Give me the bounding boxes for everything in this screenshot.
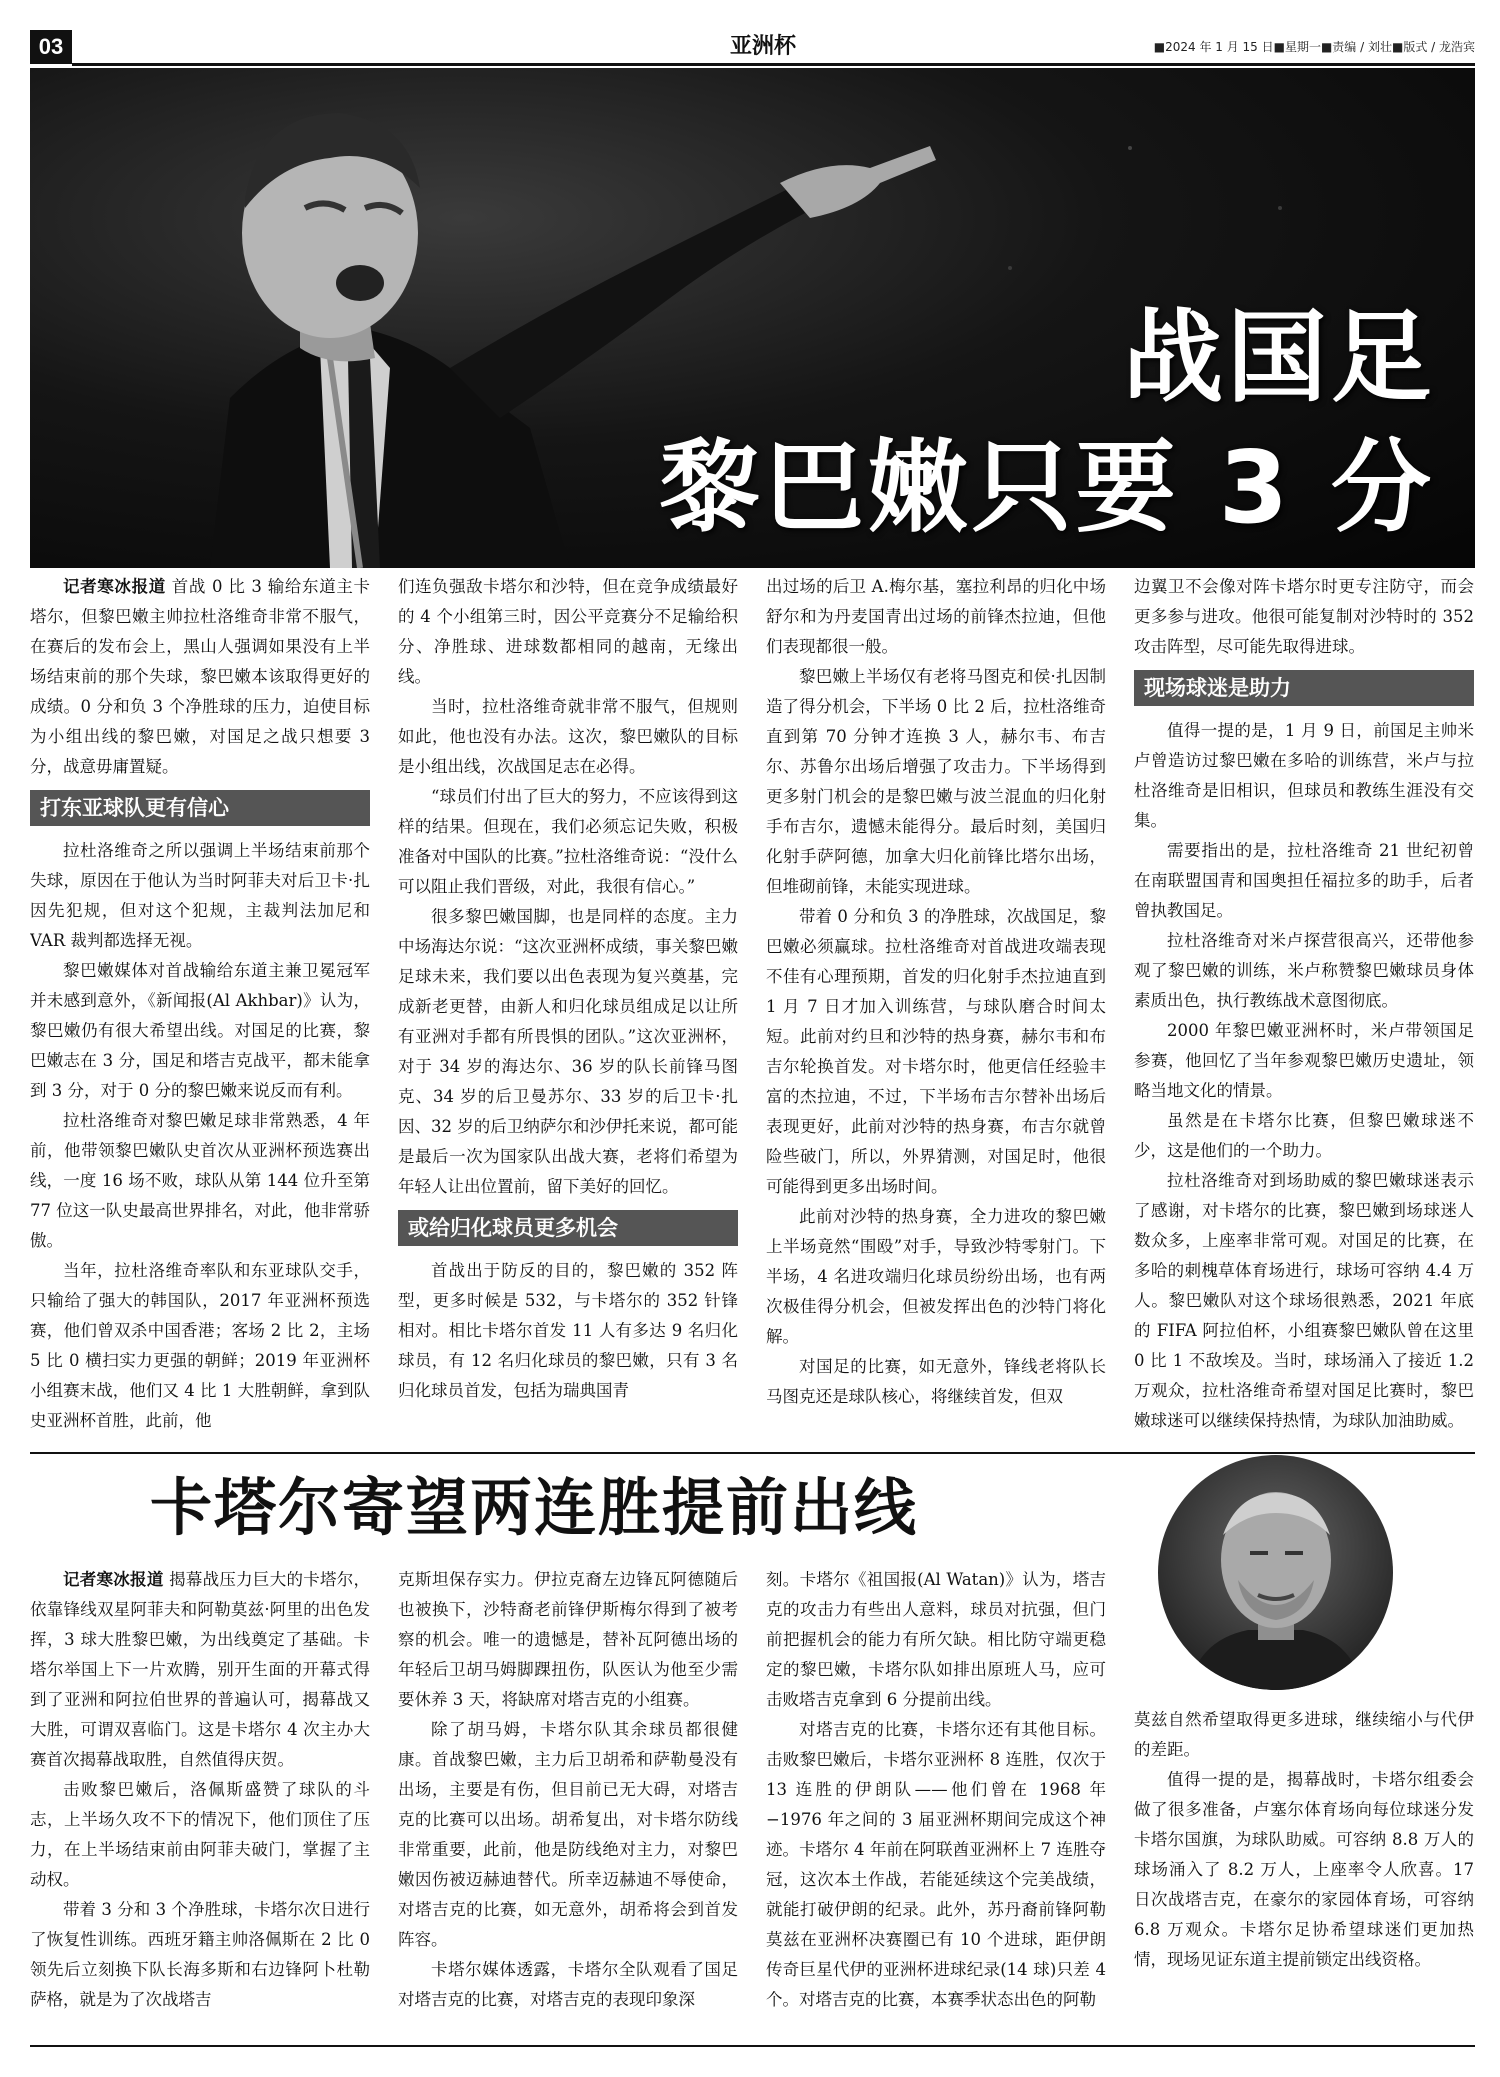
paragraph: 拉杜洛维奇对米卢探营很高兴，还带他参观了黎巴嫩的训练，米卢称赞黎巴嫩球员身体素质出色，执行教练战术意图彻底。 (1134, 931, 1474, 1010)
paragraph: 当时，拉杜洛维奇就非常不服气，但规则如此，他也没有办法。这次，黎巴嫩队的目标是小组出线，次战国足志在必得。 (398, 697, 738, 776)
paragraph: 击败黎巴嫩后，洛佩斯盛赞了球队的斗志，上半场久攻不下的情况下，他们顶住了压力，在上半场结束前由阿菲夫破门，掌握了主动权。 (30, 1780, 370, 1889)
paragraph: 卡塔尔媒体透露，卡塔尔全队观看了国足对塔吉克的比赛，对塔吉克的表现印象深 (398, 1960, 738, 2009)
paragraph-text: 首战 0 比 3 输给东道主卡塔尔，但黎巴嫩主帅拉杜洛维奇非常不服气，在赛后的发布会上，黑山人强调如果没有上半场结束前的那个失球，黎巴嫩本该取得更好的成绩。0 分和负 3 个净胜球的压力，迫使目标为小组出线的黎巴嫩，对国足之战只想要 3 分，战意毋庸置疑。 (30, 577, 370, 776)
page-number: 03 (30, 30, 72, 64)
article-2-body (30, 1565, 1475, 2035)
paragraph: 虽然是在卡塔尔比赛，但黎巴嫩球迷不少，这是他们的一个助力。 (1134, 1111, 1474, 1160)
page-bottom-rule (30, 2045, 1475, 2047)
article-2-column-3 (766, 1565, 1106, 2035)
paragraph-text: 揭幕战压力巨大的卡塔尔，依靠锋线双星阿菲夫和阿勒莫兹·阿里的出色发挥，3 球大胜黎巴嫩，为出线奠定了基础。卡塔尔举国上下一片欢腾，别开生面的开幕式得到了亚洲和阿拉伯世界的普遍认可，揭幕战又大胜，可谓双喜临门。这是卡塔尔 4 次主办大赛首次揭幕战取胜，自然值得庆贺。 (30, 1570, 370, 1769)
paragraph: 拉杜洛维奇对到场助威的黎巴嫩球迷表示了感谢，对卡塔尔的比赛，黎巴嫩到场球迷人数众多，上座率非常可观。对国足的比赛，在多哈的刺槐草体育场进行，球场可容纳 4.4 万人。黎巴嫩队对这个球场很熟悉，2021 年底的 FIFA 阿拉伯杯，小组赛黎巴嫩队曾在这里 0 比 1 不敌埃及。当时，球场涌入了接近 1.2 万观众，拉杜洛维奇希望对国足比赛时，黎巴嫩球迷可以继续保持热情，为球队加油助威。 (1134, 1171, 1474, 1430)
paragraph: 黎巴嫩上半场仅有老将马图克和侯·扎因制造了得分机会，下半场 0 比 2 后，拉杜洛维奇直到第 70 分钟才连换 3 人，赫尔韦、布吉尔、苏鲁尔出场后增强了攻击力。下半场得到更多射门机会的是黎巴嫩与波兰混血的归化射手布吉尔，遗憾未能得分。最后时刻，美国归化射手萨阿德，加拿大归化前锋比塔尔出场，但堆砌前锋，未能实现进球。 (766, 667, 1106, 896)
article-2-column-1 (30, 1565, 370, 2035)
byline: 记者寒冰报道 (63, 577, 166, 596)
paragraph: 需要指出的是，拉杜洛维奇 21 世纪初曾在南联盟国青和国奥担任福拉多的助手，后者曾执教国足。 (1134, 841, 1474, 920)
article-2-column-2 (398, 1565, 738, 2035)
headline-line-1: 战国足 (1123, 299, 1435, 416)
paragraph (30, 1565, 370, 1775)
paragraph: 值得一提的是，揭幕战时，卡塔尔组委会做了很多准备，卢塞尔体育场向每位球迷分发卡塔尔国旗，为球队助威。可容纳 8.8 万人的球场涌入了 8.2 万人，上座率令人欣喜。17 日次战塔吉克，在豪尔的家园体育场，可容纳 6.8 万观众。卡塔尔足协希望球迷们更加热情，现场见证东道主提前锁定出线资格。 (1134, 1770, 1474, 1969)
article-1-column-4 (1134, 572, 1474, 1447)
paragraph: 首战出于防反的目的，黎巴嫩的 352 阵型，更多时候是 532，与卡塔尔的 352 针锋相对。相比卡塔尔首发 11 人有多达 9 名归化球员，有 12 名归化球员的黎巴嫩，只有 3 名归化球员首发，包括为瑞典国青 (398, 1261, 738, 1400)
paragraph: 很多黎巴嫩国脚，也是同样的态度。主力中场海达尔说：“这次亚洲杯成绩，事关黎巴嫩足球未来，我们要以出色表现为复兴奠基，完成新老更替，由新人和归化球员组成足以让所有亚洲对手都有所畏惧的团队。”这次亚洲杯，对于 34 岁的海达尔、36 岁的队长前锋马图克、34 岁的后卫曼苏尔、33 岁的后卫卡·扎因、32 岁的后卫纳萨尔和沙伊托来说，都可能是最后一次为国家队出战大赛，老将们希望为年轻人让出位置前，留下美好的回忆。 (398, 907, 738, 1196)
paragraph: 们连负强敌卡塔尔和沙特，但在竞争成绩最好的 4 个小组第三时，因公平竞赛分不足输给积分、净胜球、进球数都相同的越南，无缘出线。 (398, 577, 738, 686)
paragraph: 边翼卫不会像对阵卡塔尔时更专注防守，而会更多参与进攻。他很可能复制对沙特时的 352 攻击阵型，尽可能先取得进球。 (1134, 577, 1474, 656)
header-rule (72, 63, 1475, 66)
section-title: 亚洲杯 (730, 34, 797, 59)
paragraph: 拉杜洛维奇对黎巴嫩足球非常熟悉，4 年前，他带领黎巴嫩队史首次从亚洲杯预选赛出线，一度 16 场不败，球队从第 144 位升至第 77 位这一队史最高世界排名，对此，他非常骄傲。 (30, 1111, 370, 1250)
paragraph: 拉杜洛维奇之所以强调上半场结束前那个失球，原因在于他认为当时阿菲夫对后卫卡·扎因先犯规，但对这个犯规，主裁判法加尼和 VAR 裁判都选择无视。 (30, 841, 370, 950)
paragraph: 对国足的比赛，如无意外，锋线老将队长马图克还是球队核心，将继续首发，但双 (766, 1357, 1106, 1406)
paragraph: 值得一提的是，1 月 9 日，前国足主帅米卢曾造访过黎巴嫩在多哈的训练营，米卢与拉杜洛维奇是旧相识，但球员和教练生涯没有交集。 (1134, 721, 1474, 830)
headline-line-2: 黎巴嫩只要 3 分 (659, 429, 1435, 546)
subheading: 现场球迷是助力 (1134, 670, 1474, 706)
subheading: 打东亚球队更有信心 (30, 790, 370, 826)
byline: 记者寒冰报道 (63, 1570, 164, 1589)
article-1-body (30, 572, 1475, 1447)
article-2-column-4 (1134, 1565, 1474, 2035)
paragraph: 对塔吉克的比赛，卡塔尔还有其他目标。击败黎巴嫩后，卡塔尔亚洲杯 8 连胜，仅次于 13 连胜的伊朗队——他们曾在 1968 年−1976 年之间的 3 届亚洲杯期间完成这个神迹。卡塔尔 4 年前在阿联酋亚洲杯上 7 连胜夺冠，这次本土作战，若能延续这个完美战绩，就能打破伊朗的纪录。此外，苏丹裔前锋阿勒莫兹在亚洲杯决赛圈已有 10 个进球，距伊朗传奇巨星代伊的亚洲杯进球纪录(14 球)只差 4 个。对塔吉克的比赛，本赛季状态出色的阿勒 (766, 1720, 1106, 2009)
paragraph: 当年，拉杜洛维奇率队和东亚球队交手，只输给了强大的韩国队，2017 年亚洲杯预选赛，他们曾双杀中国香港；客场 2 比 2，主场 5 比 0 横扫实力更强的朝鲜；2019 年亚洲杯小组赛末战，他们又 4 比 1 大胜朝鲜，拿到队史亚洲杯首胜，此前，他 (30, 1261, 370, 1430)
issue-meta: ■2024 年 1 月 15 日■星期一■责编 / 刘壮■版式 / 龙浩宾 (1153, 40, 1475, 54)
paragraph: 带着 0 分和负 3 的净胜球，次战国足，黎巴嫩必须赢球。拉杜洛维奇对首战进攻端表现不佳有心理预期，首发的归化射手杰拉迪直到 1 月 7 日才加入训练营，与球队磨合时间太短。此前对约旦和沙特的热身赛，赫尔韦和布吉尔轮换首发。对卡塔尔时，他更信任经验丰富的杰拉迪，不过，下半场布吉尔替补出场后表现更好，此前对沙特的热身赛，布吉尔就曾险些破门，所以，外界猜测，对国足时，他很可能得到更多出场时间。 (766, 907, 1106, 1196)
subheading: 或给归化球员更多机会 (398, 1210, 738, 1246)
article-1-column-2 (398, 572, 738, 1447)
hero-photo (30, 68, 1475, 568)
article-1-column-1 (30, 572, 370, 1447)
article-1-column-3 (766, 572, 1106, 1447)
paragraph: 黎巴嫩媒体对首战输给东道主兼卫冕冠军并未感到意外，《新闻报(Al Akhbar)》认为，黎巴嫩仍有很大希望出线。对国足的比赛，黎巴嫩志在 3 分，国足和塔吉克战平，都未能拿到 3 分，对于 0 分的黎巴嫩来说反而有利。 (30, 961, 370, 1100)
paragraph: 带着 3 分和 3 个净胜球，卡塔尔次日进行了恢复性训练。西班牙籍主帅洛佩斯在 2 比 0 领先后立刻换下队长海多斯和右边锋阿卜杜勒萨格，就是为了次战塔吉 (30, 1900, 370, 2009)
paragraph: 此前对沙特的热身赛，全力进攻的黎巴嫩上半场竟然“围殴”对手，导致沙特零射门。下半场，4 名进攻端归化球员纷纷出场，也有两次极佳得分机会，但被发挥出色的沙特门将化解。 (766, 1207, 1106, 1346)
paragraph: 出过场的后卫 A.梅尔基，塞拉利昂的归化中场舒尔和为丹麦国青出过场的前锋杰拉迪，但他们表现都很一般。 (766, 577, 1106, 656)
article-2-headline: 卡塔尔寄望两连胜提前出线 (150, 1471, 919, 1544)
paragraph: “球员们付出了巨大的努力，不应该得到这样的结果。但现在，我们必须忘记失败，积极准备对中国队的比赛。”拉杜洛维奇说：“没什么可以阻止我们晋级，对此，我很有信心。” (398, 787, 738, 896)
paragraph: 刻。卡塔尔《祖国报(Al Watan)》认为，塔吉克的攻击力有些出人意料，球员对抗强，但门前把握机会的能力有所欠缺。相比防守端更稳定的黎巴嫩，卡塔尔队如排出原班人马，应可击败塔吉克拿到 6 分提前出线。 (766, 1570, 1106, 1709)
paragraph: 克斯坦保存实力。伊拉克裔左边锋瓦阿德随后也被换下，沙特裔老前锋伊斯梅尔得到了被考察的机会。唯一的遗憾是，替补瓦阿德出场的年轻后卫胡马姆脚踝扭伤，队医认为他至少需要休养 3 天，将缺席对塔吉克的小组赛。 (398, 1570, 738, 1709)
paragraph: 除了胡马姆，卡塔尔队其余球员都很健康。首战黎巴嫩，主力后卫胡希和萨勒曼没有出场，主要是有伤，但目前已无大碍，对塔吉克的比赛可以出场。胡希复出，对卡塔尔防线非常重要，此前，他是防线绝对主力，对黎巴嫩因伤被迈赫迪替代。所幸迈赫迪不辱使命，对塔吉克的比赛，如无意外，胡希将会到首发阵容。 (398, 1720, 738, 1949)
paragraph (30, 572, 370, 782)
page-header (30, 30, 1475, 64)
paragraph: 莫兹自然希望取得更多进球，继续缩小与代伊的差距。 (1134, 1710, 1474, 1759)
article-divider (30, 1452, 1475, 1454)
paragraph: 2000 年黎巴嫩亚洲杯时，米卢带领国足参赛，他回忆了当年参观黎巴嫩历史遗址，领略当地文化的情景。 (1134, 1021, 1474, 1100)
